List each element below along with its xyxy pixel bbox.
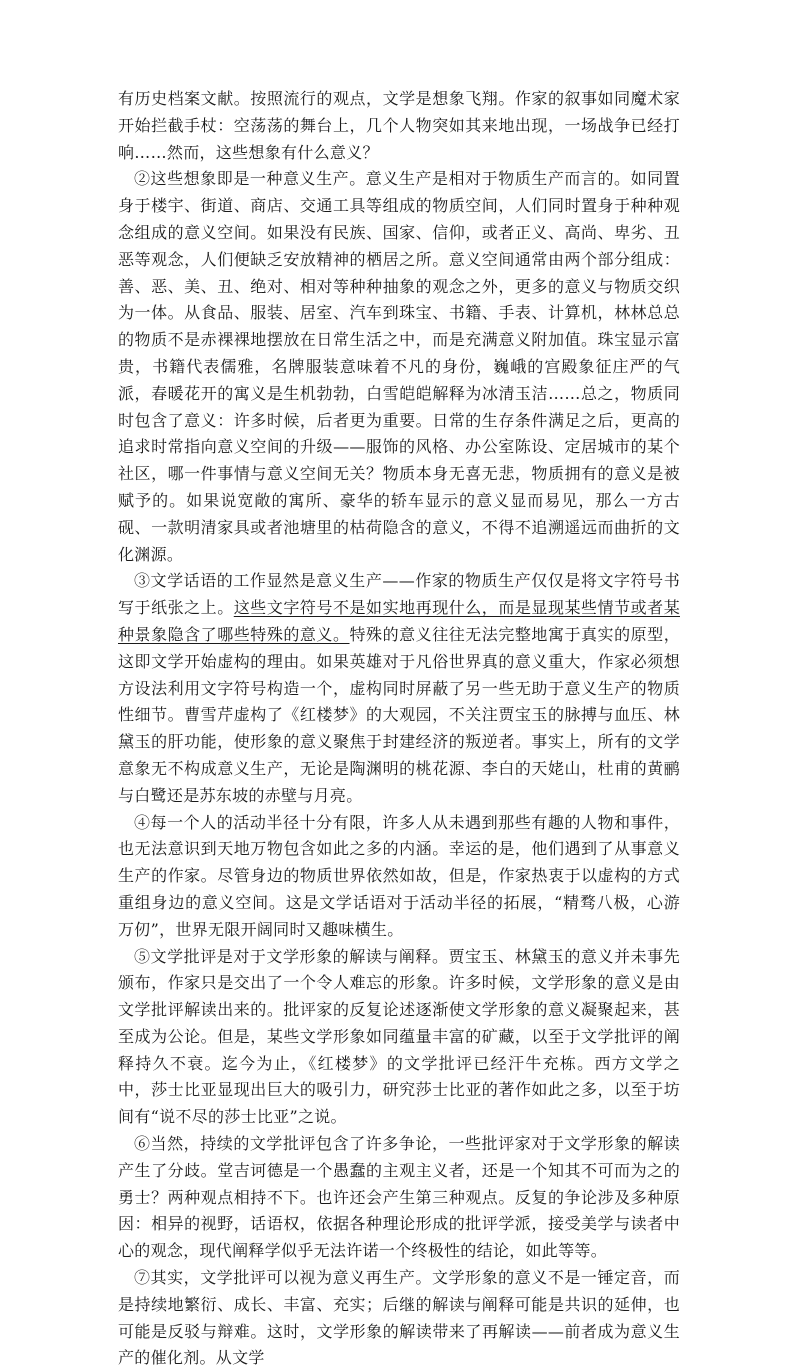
paragraph-3-rest: 特殊的意义往往无法完整地寓于真实的原型，这即文学开始虚构的理由。如果英雄对于凡俗世界真的意义重大，作家必须想方设法利用文字符号构造一个，虚构同时屏蔽了另一些无助于意义生产的物质性细节。曹雪芹虚构了《红楼梦》的大观园，不关注贾宝玉的脉搏与血压、林黛玉的肝功能，使形象的意义聚焦于封建经济的叛逆者。事实上，所有的文学意象无不构成意义生产，无论是陶渊明的桃花源、李白的天姥山，杜甫的黄鹂与白鹭还是苏东坡的赤壁与月亮。	[118, 624, 680, 805]
paragraph-2: ②这些想象即是一种意义生产。意义生产是相对于物质生产而言的。如同置身于楼宇、街道、商店、交通工具等组成的物质空间，人们同时置身于种种观念组成的意义空间。如果没有民族、国家、信仰，或者正义、高尚、卑劣、丑恶等观念，人们便缺乏安放精神的栖居之所。意义空间通常由两个部分组成：善、恶、美、丑、绝对、相对等种种抽象的观念之外，更多的意义与物质交织为一体。从食品、服装、居室、汽车到珠宝、书籍、手表、计算机，林林总总的物质不是赤裸裸地摆放在日常生活之中，而是充满意义附加值。珠宝显示富贵，书籍代表儒雅，名牌服装意味着不凡的身份，巍峨的宫殿象征庄严的气派，春暖花开的寓义是生机勃勃，白雪皑皑解释为冰清玉洁……总之，物质同时包含了意义：许多时候，后者更为重要。日常的生存条件满足之后，更高的追求时常指向意义空间的升级——服饰的风格、办公室陈设、定居城市的某个社区，哪一件事情与意义空间无关？物质本身无喜无悲，物质拥有的意义是被赋予的。如果说宽敞的寓所、豪华的轿车显示的意义显而易见，那么一方古砚、一款明清家具或者池塘里的枯荷隐含的意义，不得不追溯遥远而曲折的文化渊源。	[118, 169, 680, 564]
paragraph-6: ⑥当然，持续的文学批评包含了许多争论，一些批评家对于文学形象的解读产生了分歧。堂吉诃德是一个愚蠢的主观主义者，还是一个知其不可而为之的勇士？两种观点相持不下。也许还会产生第三种观点。反复的争论涉及多种原因：相异的视野，话语权，依据各种理论形成的批评学派，接受美学与读者中心的观念，现代阐释学似乎无法许诺一个终极性的结论，如此等等。	[118, 1134, 680, 1261]
paragraph-5: ⑤文学批评是对于文学形象的解读与阐释。贾宝玉、林黛玉的意义并未事先颁布，作家只是交出了一个令人难忘的形象。许多时候，文学形象的意义是由文学批评解读出来的。批评家的反复论述逐渐使文学形象的意义凝聚起来，甚至成为公论。但是，某些文学形象如同蕴量丰富的矿藏，以至于文学批评的阐释持久不衰。迄今为止，《红楼梦》的文学批评已经汗牛充栋。西方文学之中，莎士比亚显现出巨大的吸引力，研究莎士比亚的著作如此之多，以至于坊间有“说不尽的莎士比亚”之说。	[118, 946, 680, 1127]
paragraph-3-intro: ③文学话语的工作显然是意义生产——作家的物质生产仅仅是将文字符号书写于纸张之上。	[118, 571, 680, 618]
underlined-sentence: 这些文字符号不是如实地再现什么，而是显现某些情节或者某种景象隐含了哪些特殊的意义。	[118, 598, 680, 644]
paragraph-7: ⑦其实，文学批评可以视为意义再生产。文学形象的意义不是一锤定音，而是持续地繁衍、成长、丰富、充实；后继的解读与阐释可能是共识的延伸，也可能是反驳与辩难。这时，文学形象的解读带来了再解读——前者成为意义生产的催化剂。从文学	[118, 1268, 680, 1368]
paragraph-1: 有历史档案文献。按照流行的观点，文学是想象飞翔。作家的叙事如同魔术家开始拦截手杖：空荡荡的舞台上，几个人物突如其来地出现，一场战争已经打响……然而，这些想象有什么意义？	[118, 89, 680, 162]
document-page	[118, 86, 680, 1372]
paragraph-4: ④每一个人的活动半径十分有限，许多人从未遇到那些有趣的人物和事件，也无法意识到天地万物包含如此之多的内涵。幸运的是，他们遇到了从事意义生产的作家。尽管身边的物质世界依然如故，但是，作家热衷于以虚构的方式重组身边的意义空间。这是文学话语对于活动半径的拓展，“精骛八极，心游万仞”，世界无限开阔同时又趣味横生。	[118, 812, 680, 939]
paragraph-3	[118, 568, 680, 809]
